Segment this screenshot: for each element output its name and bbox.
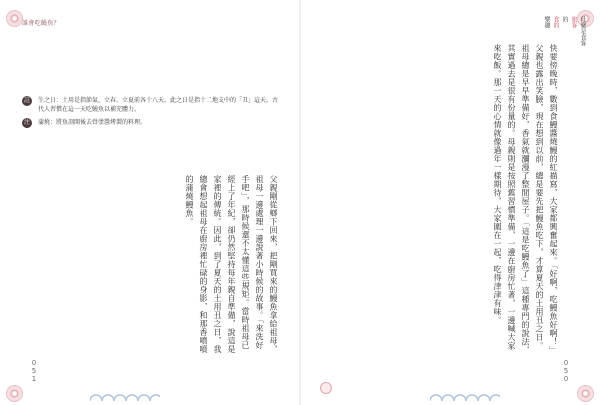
footnote-badge: 註 bbox=[23, 97, 30, 104]
page-number-left: 051 bbox=[30, 359, 38, 383]
left-page-body: 父親剛從鄉下回來，把剛買來的鰻魚拿給祖母，祖母一邊處理一邊說著小時候的故事。「來洗好手吧」，那時候還不太懂這些規矩。當時祖母已經上了年紀，卻仍然堅持每年親自準備，說這是家裡的傳統。因此，到了夏天的土用丑之日，我總會想起祖母在廚房裡忙碌的身影，和那香噴噴的蒲燒鰻魚。 bbox=[185, 175, 278, 354]
flower-ornament-icon bbox=[6, 10, 23, 27]
flower-ornament-icon bbox=[577, 385, 594, 402]
footnote-badge: 注 bbox=[23, 119, 30, 126]
header-col: 旅客 bbox=[570, 16, 577, 28]
page-number-right: 050 bbox=[562, 359, 570, 383]
footnote-text: 生之日：土用是指節氣，立春、立夏前各十八天。此之日是指十二地支中的「丑」這天。古代人習慣在這一天吃鰻魚以補充體力。 bbox=[38, 97, 279, 113]
header-col: 的 bbox=[561, 16, 568, 22]
left-page-header: 誰會吃鰻魚？ bbox=[22, 20, 60, 27]
header-col: 什麼是食客 bbox=[579, 16, 586, 46]
footnote-item bbox=[22, 118, 282, 128]
header-col: 食的 bbox=[552, 16, 559, 28]
wave-pattern-icon bbox=[430, 385, 500, 401]
flower-ornament-icon bbox=[6, 385, 23, 402]
footnotes bbox=[22, 96, 282, 132]
header-col: 樂趣 bbox=[543, 16, 550, 28]
small-flower-icon bbox=[320, 382, 332, 394]
footnote-item bbox=[22, 96, 282, 114]
page-gutter bbox=[299, 0, 301, 405]
right-page-header bbox=[543, 16, 586, 46]
footnote-text: 蒲燒：將魚剖開後去骨塗醬烤製的料理。 bbox=[38, 119, 147, 126]
wave-pattern-icon bbox=[90, 385, 160, 401]
right-page-body: 快要傍晚時，數到食鰻醬燒鰻的紅描寫，大家都興奮起來。「好啊，吃鰻魚好啊！」父親也露出笑臉，現在想到以前，總是要先把鰻魚吃下，才算夏天的土用丑之日。祖母總是早早準備好，香氣就瀰漫了整間屋子。「這是吃鰻魚了」這種專門的說法，其實過去是很有份量的。母親則是按照舊習慣準備，一邊在廚房忙著，一邊喊大家來吃飯。那一天的心情就像過年一樣期待，大家圍在一起，吃得津津有味。 bbox=[493, 44, 558, 355]
